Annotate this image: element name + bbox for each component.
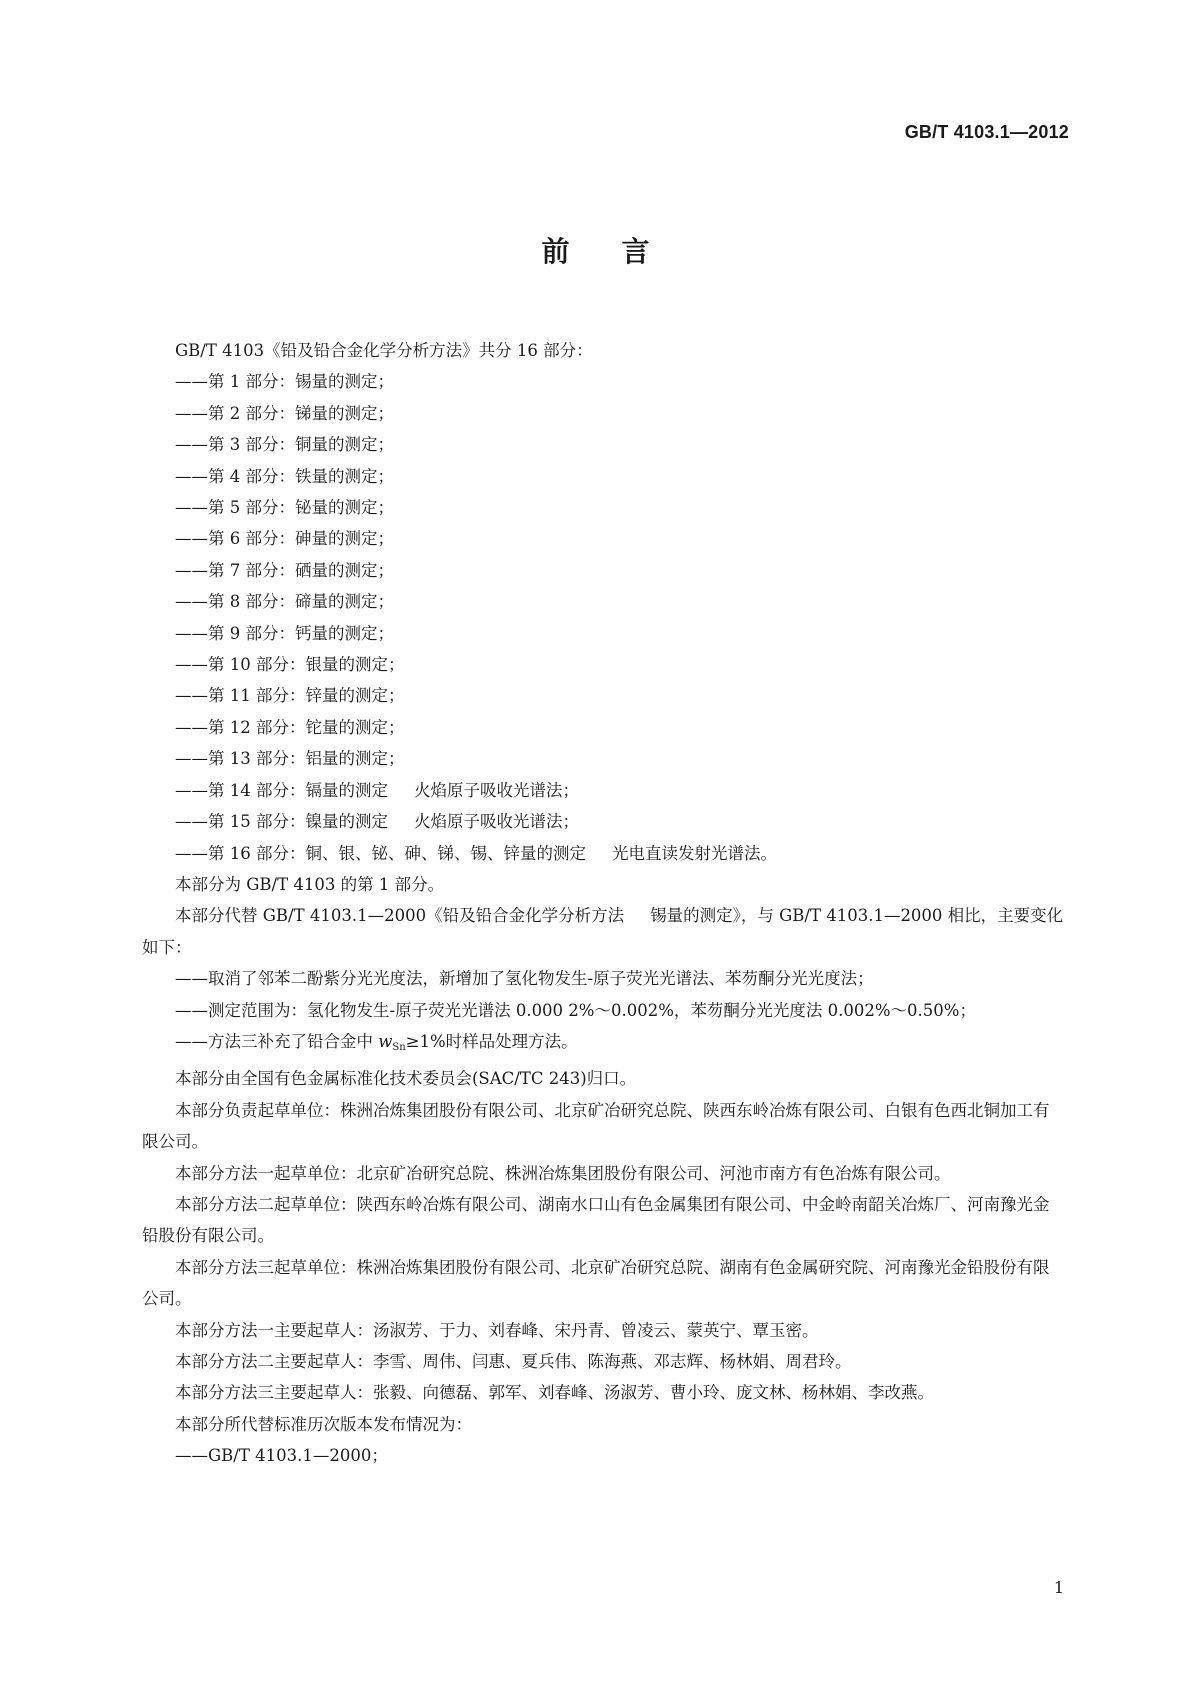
replacement-text-b: 锡量的测定》，与 GB/T 4103.1—2000 相比，主要变化如下： [142,906,1064,957]
part-name: ——第 15 部分：镍量的测定 [175,812,388,832]
part-method: 火焰原子吸收光谱法； [414,780,579,800]
body-paragraph: 本部分方法一起草单位：北京矿冶研究总院、株洲冶炼集团股份有限公司、河池市南方有色冶炼有限公司。 [175,1163,951,1183]
body-paragraph: 本部分所代替标准历次版本发布情况为： [175,1414,472,1434]
part-list-item [142,806,1064,837]
page-title: 前言 [541,235,702,268]
part-list-item: ——第 13 部分：铝量的测定； [175,749,405,769]
part-list-item: ——第 3 部分：铜量的测定； [175,435,394,455]
history-item: ——GB/T 4103.1—2000； [175,1446,388,1466]
document-body [142,335,1064,1472]
change-item: ——取消了邻苯二酚紫分光光度法，新增加了氢化物发生-原子荧光光谱法、苯芴酮分光光度法； [175,969,874,989]
tin-subscript: Sn [392,1041,406,1053]
change-item: ——测定范围为：氢化物发生-原子荧光光谱法 0.000 2%～0.002%，苯芴酮分光光度法 0.002%～0.50%； [175,1000,976,1020]
change-text-a: ——方法三补充了铅合金中 [175,1031,379,1051]
part-list-item: ——第 9 部分：钙量的测定； [175,623,394,643]
part-list-item: ——第 2 部分：锑量的测定； [175,403,394,423]
part-list-item: ——第 12 部分：铊量的测定； [175,717,405,737]
part-list-item: ——第 7 部分：硒量的测定； [175,560,394,580]
part-list-item: ——第 11 部分：锌量的测定； [175,686,405,706]
change-text-b: ≥1%时样品处理方法。 [405,1031,578,1051]
part-method: 光电直读发射光谱法。 [612,843,777,863]
part-list-item: ——第 10 部分：银量的测定； [175,655,405,675]
replacement-paragraph [142,900,1064,963]
part-name: ——第 16 部分：铜、银、铋、砷、锑、锡、锌量的测定 [175,843,586,863]
body-paragraph: 本部分方法二起草单位：陕西东岭冶炼有限公司、湖南水口山有色金属集团有限公司、中金岭南韶关冶炼厂、河南豫光金铅股份有限公司。 [142,1194,1050,1246]
intro-paragraph: GB/T 4103《铅及铅合金化学分析方法》共分 16 部分： [175,341,593,360]
page-header-code: GB/T 4103.1—2012 [904,122,1069,142]
page-number: 1 [1053,1578,1064,1597]
body-paragraph: 本部分由全国有色金属标准化技术委员会(SAC/TC 243)归口。 [175,1069,637,1089]
part-method: 火焰原子吸收光谱法； [414,812,579,832]
part-list-item: ——第 4 部分：铁量的测定； [175,466,394,486]
body-paragraph: 本部分方法二主要起草人：李雪、周伟、闫惠、夏兵伟、陈海燕、邓志辉、杨林娟、周君玲。 [175,1352,852,1371]
part-list-item [142,838,1064,869]
mass-fraction-symbol: w [378,1031,393,1051]
body-paragraph: 本部分负责起草单位：株洲冶炼集团股份有限公司、北京矿冶研究总院、陕西东岭冶炼有限公司、白银有色西北铜加工有限公司。 [142,1100,1050,1152]
part-list-item: ——第 6 部分：砷量的测定； [175,529,394,549]
this-part-paragraph: 本部分为 GB/T 4103 的第 1 部分。 [175,874,445,894]
part-list-item [142,775,1064,806]
part-list-item: ——第 5 部分：铋量的测定； [175,498,394,518]
body-paragraph: 本部分方法一主要起草人：汤淑芳、于力、刘春峰、宋丹青、曾凌云、蒙英宁、覃玉密。 [175,1320,819,1340]
part-list-item: ——第 8 部分：碲量的测定； [175,592,394,612]
replacement-text-a: 本部分代替 GB/T 4103.1—2000《铅及铅合金化学分析方法 [175,906,625,926]
part-list-item: ——第 1 部分：锡量的测定； [175,372,394,392]
body-paragraph: 本部分方法三主要起草人：张毅、向德磊、郭军、刘春峰、汤淑芳、曹小玲、庞文林、杨林娟、李改燕。 [175,1383,934,1403]
body-paragraph: 本部分方法三起草单位：株洲冶炼集团股份有限公司、北京矿冶研究总院、湖南有色金属研究院、河南豫光金铅股份有限公司。 [142,1257,1050,1309]
part-name: ——第 14 部分：镉量的测定 [175,780,388,800]
change-item [142,1026,1064,1063]
